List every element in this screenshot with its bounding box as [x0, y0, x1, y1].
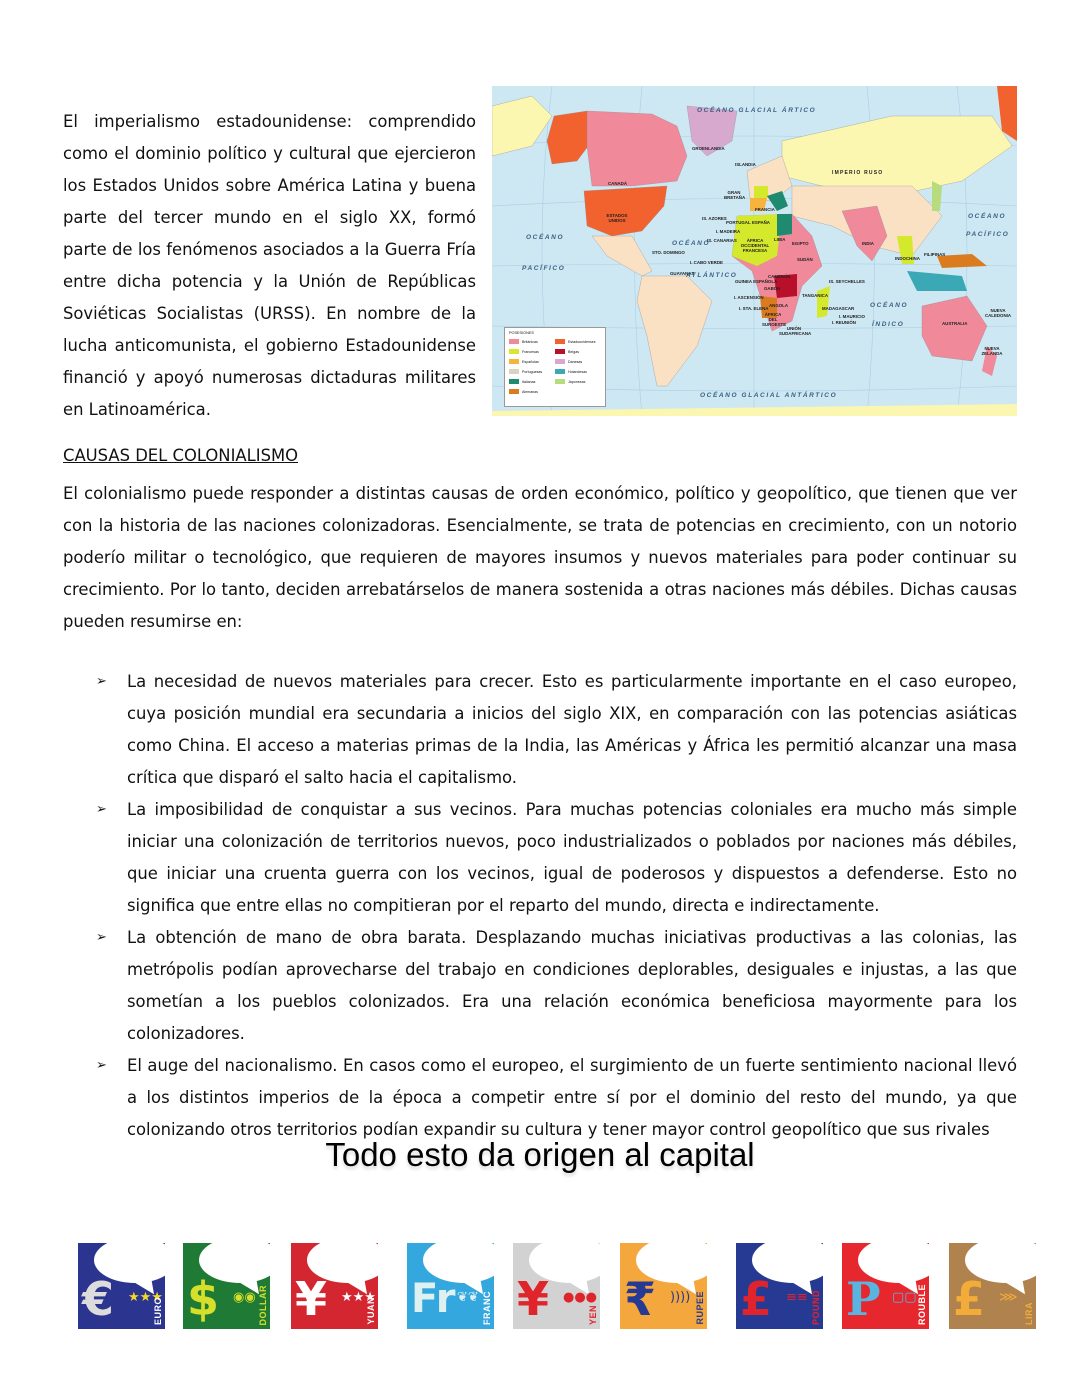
- legend-swatch: [509, 339, 519, 344]
- label-francia: FRANCIA: [755, 207, 775, 212]
- rupee-icon: [620, 1243, 707, 1329]
- currency-label: YEN: [588, 1304, 598, 1325]
- list-item: ➢ La necesidad de nuevos materiales para crecer. Esto es particularmente importante en el caso europeo, cuya posición mundial era secundaria a inicios del siglo XIX, en comparación con las potencias asiáticas como China. El acceso a materias primas de la India, las Américas y África les permitió alcanzar una masa crítica que disparó el salto hacia el capitalismo.: [96, 666, 1017, 794]
- pound-icon: [736, 1243, 823, 1329]
- currency-decoration: ●●●: [563, 1290, 598, 1305]
- currency-symbol: ₹: [624, 1272, 657, 1326]
- legend-item: Españolas: [509, 359, 539, 364]
- label-nueva-caledonia: NUEVA CALEDONIA: [984, 308, 1012, 318]
- legend-item: Portuguesas: [509, 369, 542, 374]
- legend-swatch: [509, 379, 519, 384]
- currency-decoration: ⋙: [999, 1290, 1018, 1305]
- legend-item: Japonesas: [555, 379, 585, 384]
- intro-text-block: [63, 106, 476, 426]
- currency-label: YUAN: [366, 1297, 376, 1325]
- section-heading: CAUSAS DEL COLONIALISMO: [63, 446, 299, 465]
- dollar-icon: [183, 1243, 270, 1329]
- label-canada: CANADÁ: [608, 181, 628, 186]
- label-sta-elena: I. STA. ELENA: [739, 306, 769, 311]
- currency-symbol: £: [953, 1272, 986, 1326]
- legend-item: Belgas: [555, 349, 579, 354]
- legend-swatch: [555, 359, 565, 364]
- label-africa-occidental-francesa: ÁFRICA OCCIDENTAL FRANCESA: [740, 238, 770, 253]
- label-madagascar: MADAGASCAR: [822, 306, 855, 311]
- label-cabo-verde: I. CABO VERDE: [690, 260, 723, 265]
- label-reunion: I. REUNIÓN: [832, 320, 856, 325]
- currency-label: ROUBLE: [917, 1284, 927, 1325]
- yuan-icon: [291, 1243, 378, 1329]
- legend-title: POSESIONES: [509, 331, 534, 335]
- capital-title: Todo esto da origen al capital: [325, 1136, 755, 1173]
- label-tanganica: TANGANICA: [802, 293, 829, 298]
- list-item: ➢ El auge del nacionalismo. En casos como el europeo, el surgimiento de un fuerte sentimiento nacional llevó a los distintos imperios de la época a competir entre sí por el dominio del resto del mundo, ya que colonizando otros territorios podían expandir su cultura y tener mayor control geopolítico que sus rivales: [96, 1050, 1017, 1146]
- label-atlantic-ocean-1: OCÉANO: [672, 240, 711, 247]
- label-arctic-ocean: OCÉANO GLACIAL ÁRTICO: [697, 107, 817, 114]
- legend-item: Británicas: [509, 339, 538, 344]
- legend-swatch: [509, 369, 519, 374]
- arrow-bullet-icon: ➢: [96, 1058, 107, 1073]
- legend-item: Holandesas: [555, 369, 587, 374]
- rouble-icon: [842, 1243, 929, 1329]
- label-pacific-ocean-left-2: PACÍFICO: [522, 265, 566, 272]
- label-imperio-ruso: IMPERIO RUSO: [832, 170, 884, 176]
- label-gabon: GABÓN: [764, 286, 781, 291]
- label-libia: LIBIA: [774, 237, 786, 242]
- causes-list: [96, 666, 1017, 1146]
- currency-decoration: ★★★: [341, 1290, 376, 1305]
- legend-item: Danesas: [555, 359, 582, 364]
- currency-label: LIRA: [1024, 1302, 1034, 1325]
- currency-symbol: $: [187, 1272, 220, 1326]
- label-atlantic-ocean-2: ATLÁNTICO: [686, 272, 738, 279]
- currency-decoration: ▢▢: [892, 1290, 917, 1305]
- label-groenlandia: GROENLANDIA: [692, 146, 725, 151]
- franc-icon: [407, 1243, 494, 1329]
- currency-decoration: ◉◉: [233, 1290, 256, 1305]
- currency-label: DOLLAR: [258, 1284, 268, 1325]
- currency-symbol: Fr: [411, 1276, 456, 1322]
- currency-symbol: €: [82, 1272, 115, 1326]
- label-sto-domingo: STO. DOMINGO: [652, 250, 685, 255]
- label-australia: AUSTRALIA: [942, 321, 968, 326]
- label-sudan: SUDÁN: [797, 257, 813, 262]
- label-seychelles: IS. SEYCHELLES: [829, 279, 865, 284]
- currency-symbol: P: [846, 1272, 881, 1326]
- list-item: ➢ La imposibilidad de conquistar a sus vecinos. Para muchas potencias coloniales era mucho más simple iniciar una colonización de territorios nuevos, poco industrializados o poblados por naciones más débiles, que iniciar una cruenta guerra con los vecinos, igual de poderosos y dispuestos a defenderse. Esto no significa que entre ellas no compitieran por el reparto del mundo, directa e indirectamente.: [96, 794, 1017, 922]
- label-filipinas: FILIPINAS: [924, 252, 946, 257]
- currency-label: EURO: [153, 1296, 163, 1325]
- label-nueva-zelanda: NUEVA ZELANDA: [981, 346, 1003, 356]
- label-indochina: INDOCHINA: [895, 256, 920, 261]
- currency-label: POUND: [811, 1289, 821, 1325]
- label-mauricio: I. MAURICIO: [839, 314, 865, 319]
- currency-icons-row: [0, 1243, 1080, 1333]
- arrow-bullet-icon: ➢: [96, 802, 107, 817]
- label-camerun: CAMERÚN: [768, 274, 791, 279]
- legend-swatch: [555, 379, 565, 384]
- legend-item: Estadounidenses: [555, 339, 596, 344]
- legend-swatch: [555, 339, 565, 344]
- label-ascension: I. ASCENSIÓN: [734, 295, 764, 300]
- legend-swatch: [555, 369, 565, 374]
- arrow-bullet-icon: ➢: [96, 674, 107, 689]
- currency-decoration: ❦❦: [457, 1290, 479, 1305]
- label-canarias: IS. CANARIAS: [707, 238, 737, 243]
- label-azores: IS. AZORES: [702, 216, 727, 221]
- currency-symbol: ¥: [295, 1272, 328, 1326]
- legend-swatch: [509, 349, 519, 354]
- label-pacific-ocean-right-2: PACÍFICO: [966, 231, 1010, 238]
- map-legend: [504, 327, 606, 407]
- label-egipto: EGIPTO: [792, 241, 809, 246]
- label-usa: ESTADOS UNIDOS: [606, 213, 628, 223]
- label-espana: ESPAÑA: [752, 220, 770, 225]
- label-portugal: PORTUGAL: [726, 220, 751, 225]
- legend-item: Alemanas: [509, 389, 538, 394]
- yen-icon: [513, 1243, 600, 1329]
- label-guinea-espanola: GUINEA ESPAÑOLA: [735, 279, 778, 284]
- section-paragraph: El colonialismo puede responder a distintas causas de orden económico, político y geopolítico, que tienen que ver con la historia de las naciones colonizadoras. Esencialmente, se trata de potencias en crecimiento, con un notorio poderío militar o tecnológico, que requieren de mayores insumos y nuevos materiales para poder continuar su crecimiento. Por lo tanto, deciden arrebatárselos de manera sostenida a otras naciones más débiles. Dichas causas pueden resumirse en:: [63, 484, 1017, 631]
- currency-decoration: ★★★: [128, 1290, 163, 1305]
- currency-symbol: £: [740, 1272, 773, 1326]
- label-gran-bretana: GRAN BRETAÑA: [724, 190, 746, 200]
- label-angola: ANGOLA: [769, 303, 789, 308]
- label-union-sudafricana: UNIÓN SUDAFRICANA: [779, 326, 812, 336]
- euro-icon: [78, 1243, 165, 1329]
- currency-label: FRANC: [482, 1291, 492, 1325]
- legend-item: Italianas: [509, 379, 535, 384]
- lira-icon: [949, 1243, 1036, 1329]
- arrow-bullet-icon: ➢: [96, 930, 107, 945]
- currency-decoration: ≡≡: [786, 1290, 808, 1305]
- currency-label: RUPEE: [695, 1291, 705, 1325]
- legend-swatch: [509, 359, 519, 364]
- label-antarctic-ocean: OCÉANO GLACIAL ANTÁRTICO: [700, 392, 838, 399]
- label-africa-del-suroeste: ÁFRICA DEL SUROESTE: [762, 312, 787, 327]
- legend-swatch: [509, 389, 519, 394]
- currency-symbol: ¥: [517, 1272, 550, 1326]
- legend-item: Francesas: [509, 349, 539, 354]
- label-indian-ocean-2: ÍNDICO: [872, 321, 905, 328]
- colonial-world-map: [492, 86, 1017, 416]
- label-islandia: ISLANDIA: [735, 162, 756, 167]
- label-pacific-ocean-right-1: OCÉANO: [968, 213, 1007, 220]
- label-india: INDIA: [862, 241, 874, 246]
- label-pacific-ocean-left-1: OCÉANO: [526, 234, 565, 241]
- label-madeira: I. MADEIRA: [716, 229, 741, 234]
- list-item: ➢ La obtención de mano de obra barata. Desplazando muchas iniciativas productivas a las colonias, las metrópolis podían aprovecharse del trabajo en condiciones deplorables, desiguales e injustas, a las que sometían a los pueblos colonizados. Era una relación económica beneficiosa mayormente para los colonizadores.: [96, 922, 1017, 1050]
- label-indian-ocean-1: OCÉANO: [870, 302, 909, 309]
- intro-paragraph: El imperialismo estadounidense: comprendido como el dominio político y cultural que ejercieron los Estados Unidos sobre América Latina y buena parte del tercer mundo en el siglo XX, formó parte de los fenómenos asociados a la Guerra Fría entre dicha potencia y la Unión de Repúblicas Soviéticas Socialistas (URSS). En nombre de la lucha anticomunista, el gobierno Estadounidense financió y apoyó numerosas dictaduras militares en Latinoamérica.: [63, 112, 476, 419]
- currency-decoration: )))): [670, 1290, 691, 1305]
- label-guayanas: GUAYANAS: [670, 271, 695, 276]
- legend-swatch: [555, 349, 565, 354]
